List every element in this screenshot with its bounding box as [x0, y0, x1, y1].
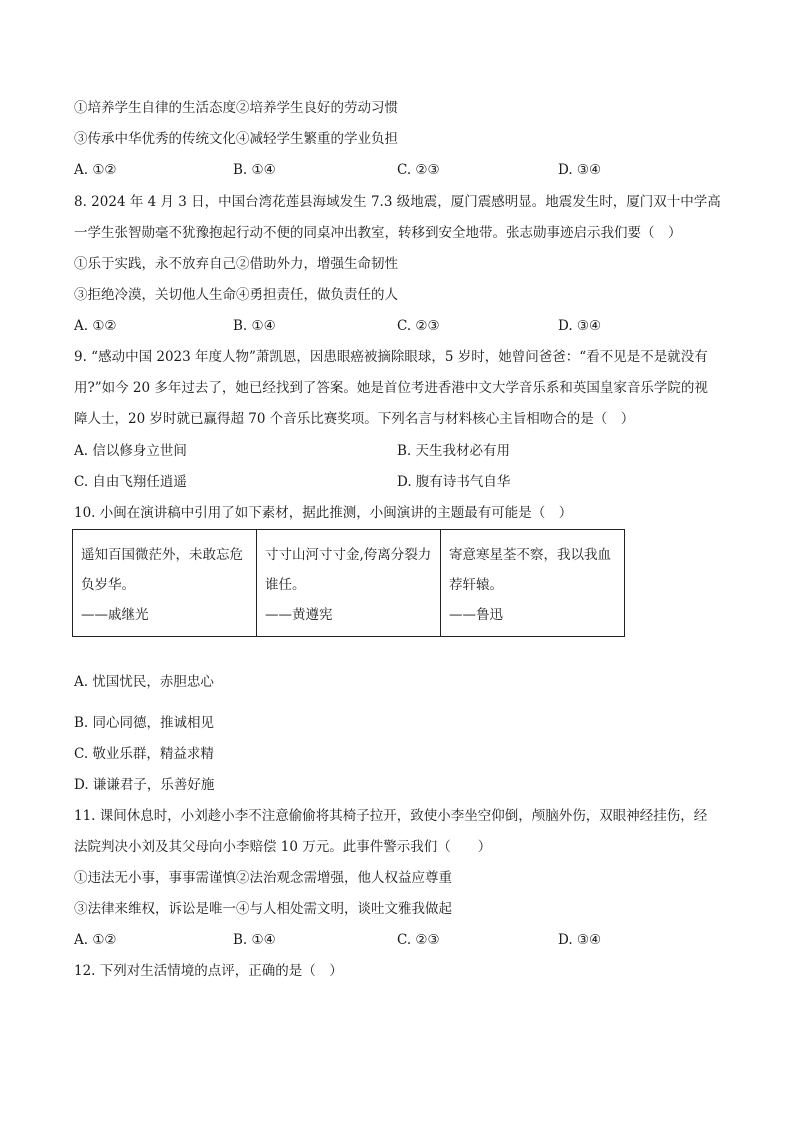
- q9-choice-a: A. 信以修身立世间: [74, 443, 187, 459]
- quote-author: ——鲁迅: [449, 607, 503, 623]
- quote-author: ——戚继光: [81, 607, 149, 623]
- quote-text: 寸寸山河寸寸金,侉离分裂力谁任。: [265, 547, 432, 593]
- q10-choice-d: D. 谦谦君子，乐善好施: [74, 777, 215, 793]
- quote-text: 寄意寒星荃不察，我以我血荐轩辕。: [449, 547, 611, 593]
- quote-cell: [73, 530, 257, 637]
- q9-stem-line-3: 障人士，20 岁时就已赢得超 70 个音乐比赛奖项。下列名言与材料核心主旨相吻合的是（ ）: [74, 411, 635, 427]
- q8-stem-line-2: 一学生张智勋毫不犹豫抱起行动不便的同桌冲出教室，转移到安全地带。张志勋事迹启示我们要（ ）: [74, 225, 682, 241]
- q7-options-line-1: ①培养学生自律的生活态度②培养学生良好的劳动习惯: [74, 100, 398, 116]
- q11-choice-c: C. ②③: [397, 932, 440, 948]
- q10-choice-a: A. 忧国忧民，赤胆忠心: [74, 674, 214, 690]
- q8-options-line-2: ③拒绝冷漠，关切他人生命④勇担责任，做负责任的人: [74, 287, 398, 303]
- q9-stem-line-2: 用?”如今 20 多年过去了，她已经找到了答案。她是首位考进香港中文大学音乐系和英国皇家音乐学院的视: [74, 380, 708, 396]
- q9-choice-b: B. 天生我材必有用: [397, 443, 511, 459]
- q11-choice-a: A. ①②: [74, 932, 117, 948]
- q7-choice-c: C. ②③: [397, 162, 440, 178]
- q7-choice-b: B. ①④: [233, 162, 276, 178]
- quote-text: 遥知百国微茫外，未敢忘危负岁华。: [81, 547, 243, 593]
- q11-choice-d: D. ③④: [558, 932, 602, 948]
- q11-options-line-1: ①违法无小事，事事需谨慎②法治观念需增强，他人权益应尊重: [74, 870, 452, 886]
- q8-stem-line-1: 8. 2024 年 4 月 3 日，中国台湾花莲县海域发生 7.3 级地震，厦门震感明显。地震发生时，厦门双十中学高: [74, 194, 721, 210]
- q10-choice-c: C. 敬业乐群，精益求精: [74, 746, 214, 762]
- q7-choice-d: D. ③④: [558, 162, 602, 178]
- q7-options-line-2: ③传承中华优秀的传统文化④减轻学生繁重的学业负担: [74, 131, 398, 147]
- q11-choice-b: B. ①④: [233, 932, 276, 948]
- quote-cell: [257, 530, 441, 637]
- q12-stem: 12. 下列对生活情境的点评，正确的是（ ）: [74, 963, 343, 979]
- q10-stem: 10. 小闽在演讲稿中引用了如下素材，据此推测，小闽演讲的主题最有可能是（ ）: [74, 505, 573, 521]
- q8-choice-a: A. ①②: [74, 318, 117, 334]
- quote-author: ——黄遵宪: [265, 607, 333, 623]
- q9-choice-d: D. 腹有诗书气自华: [397, 474, 511, 490]
- q11-stem-line-2: 法院判决小刘及其父母向小李赔偿 10 万元。此事件警示我们（ ）: [74, 839, 492, 855]
- q9-choice-c: C. 自由飞翔任逍遥: [74, 474, 187, 490]
- q8-choice-d: D. ③④: [558, 318, 602, 334]
- q7-choice-a: A. ①②: [74, 162, 117, 178]
- q8-options-line-1: ①乐于实践，永不放弃自己②借助外力，增强生命韧性: [74, 256, 398, 272]
- q8-choice-b: B. ①④: [233, 318, 276, 334]
- q10-choice-b: B. 同心同德，推诚相见: [74, 715, 215, 731]
- q11-stem-line-1: 11. 课间休息时，小刘趁小李不注意偷偷将其椅子拉开，致使小李坐空仰倒，颅脑外伤，双眼神经挂伤，经: [74, 808, 708, 824]
- q10-quote-table: [72, 529, 625, 637]
- q8-choice-c: C. ②③: [397, 318, 440, 334]
- q11-options-line-2: ③法律来维权，诉讼是唯一④与人相处需文明，谈吐文雅我做起: [74, 901, 452, 917]
- q9-stem-line-1: 9. “感动中国 2023 年度人物”萧凯恩，因患眼癌被摘除眼球，5 岁时，她曾问爸爸：“看不见是不是就没有: [74, 349, 708, 365]
- quote-cell: [441, 530, 625, 637]
